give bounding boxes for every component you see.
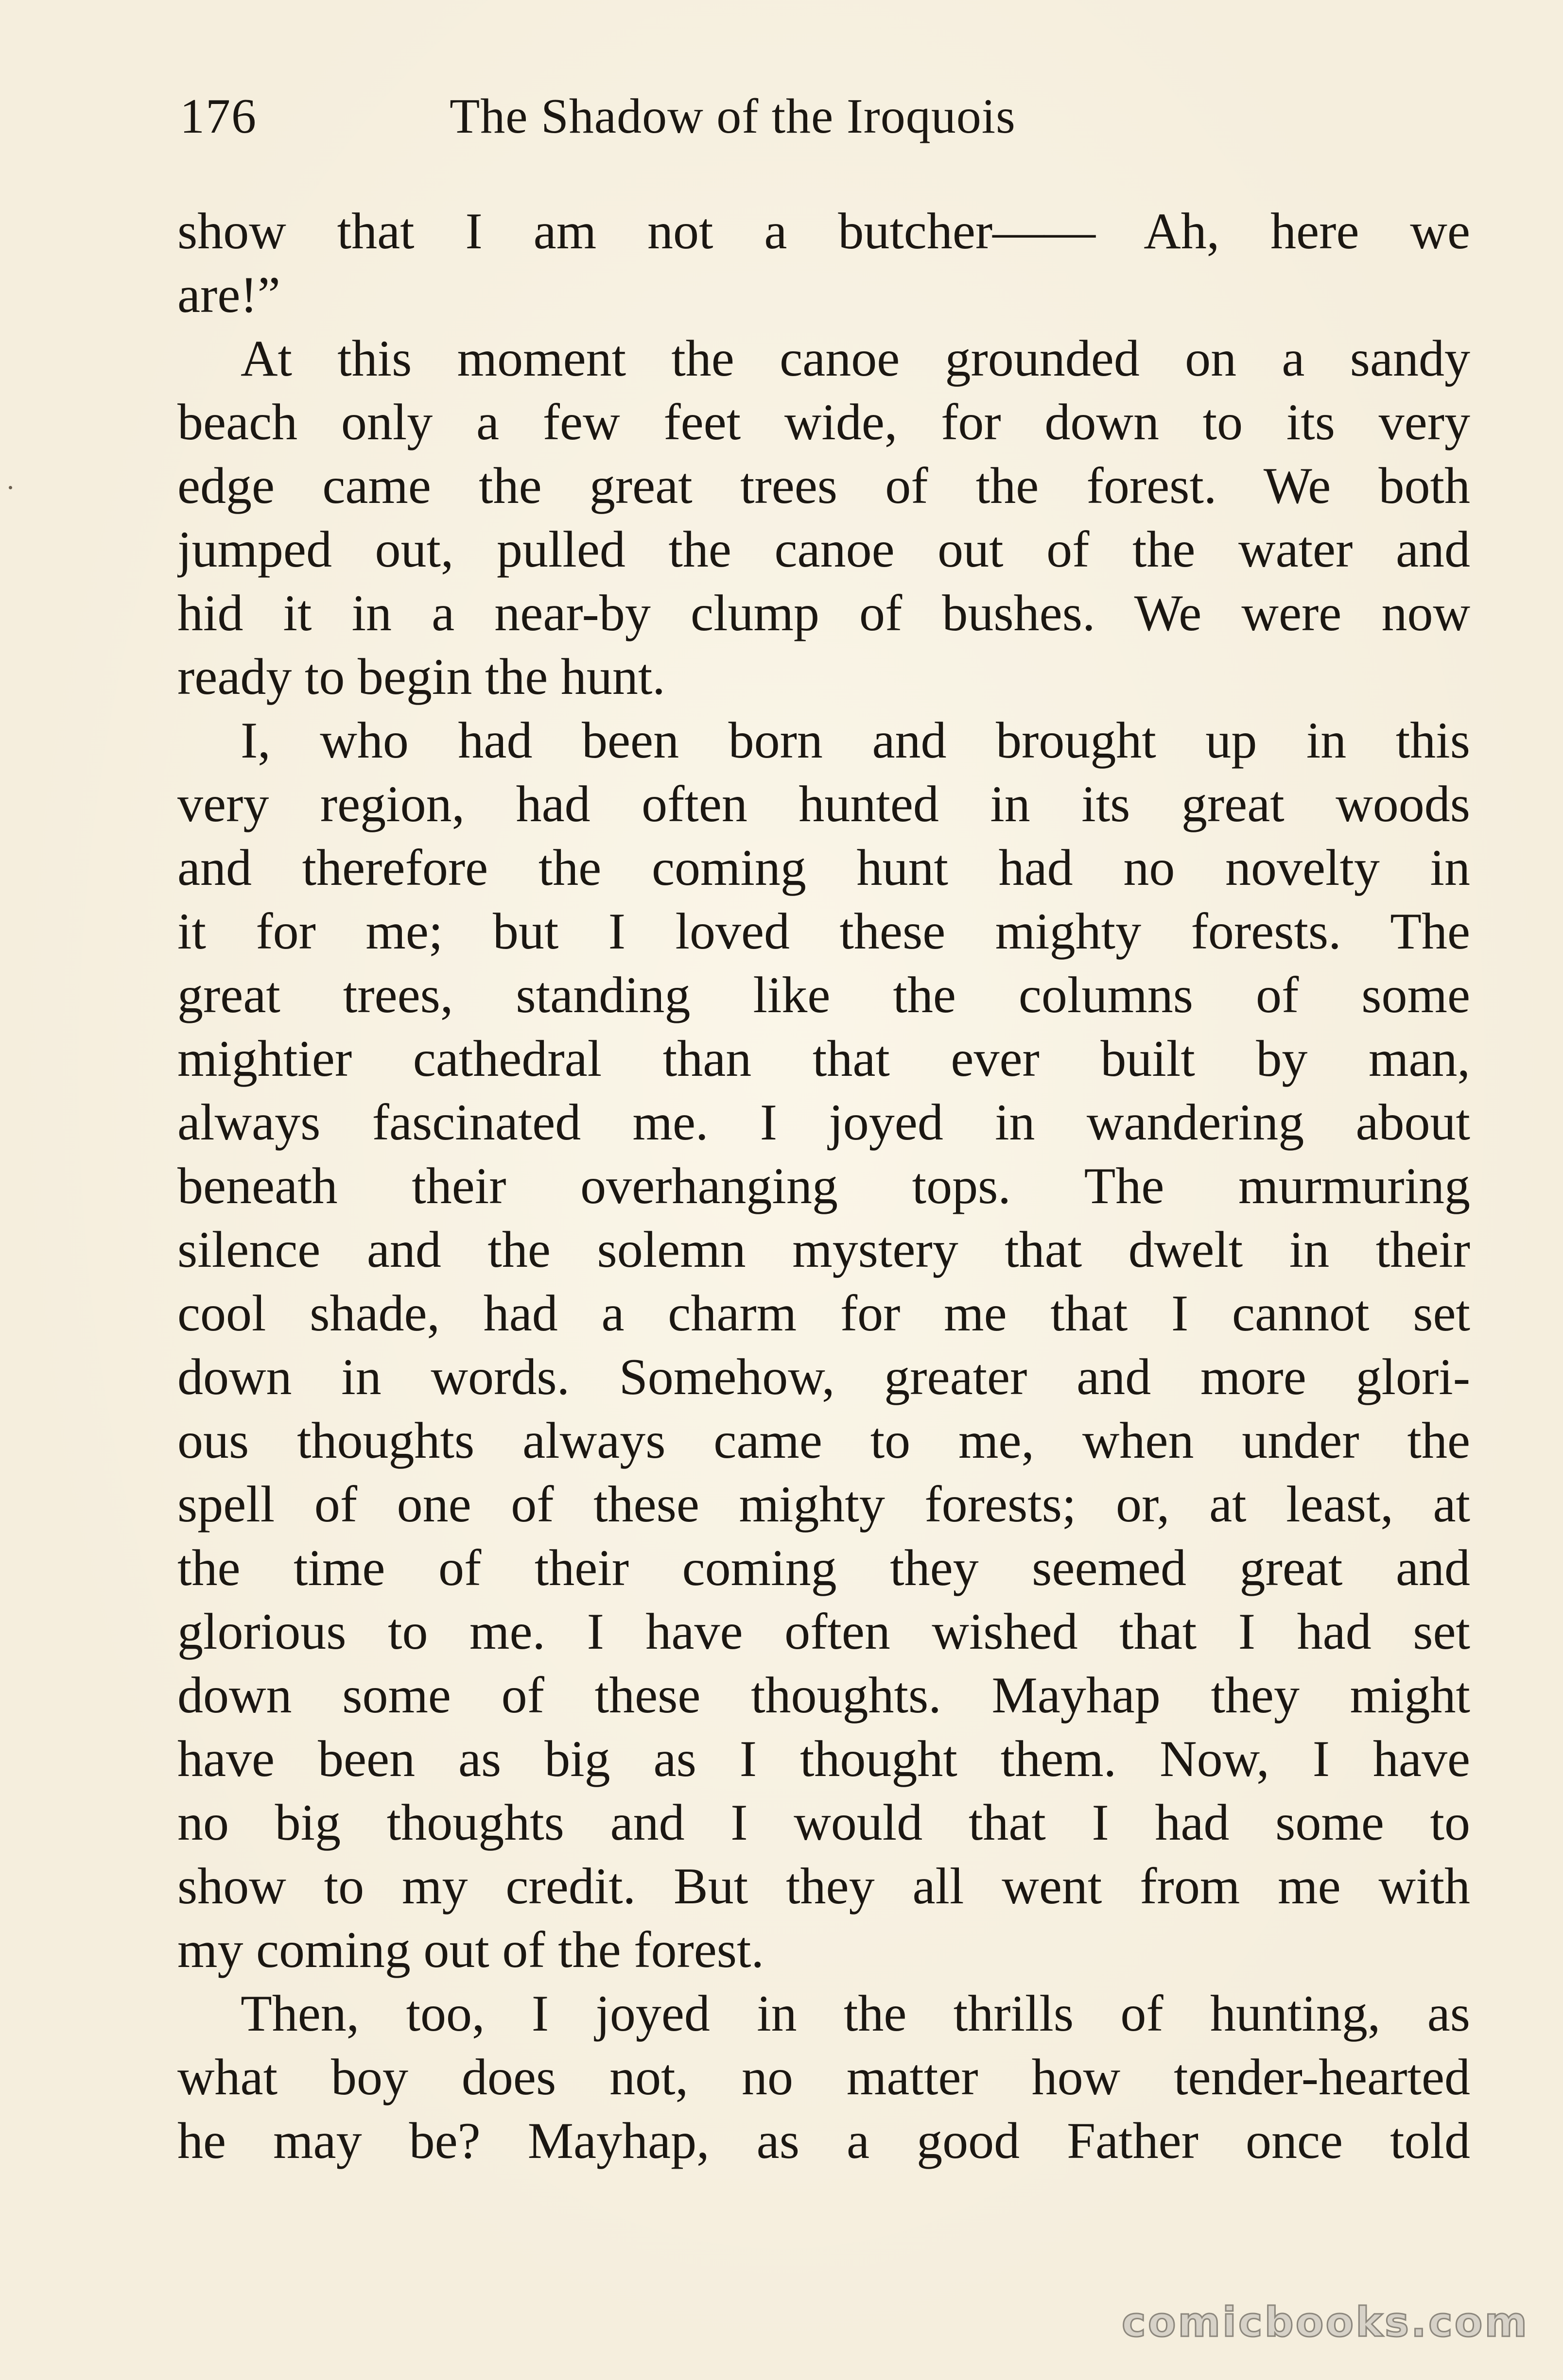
text-line: I, who had been born and brought up in this (241, 712, 1470, 769)
running-title: The Shadow of the Iroquois (450, 89, 1016, 144)
text-line: great trees, standing like the columns of some (177, 966, 1470, 1023)
text-line: have been as big as I thought them. Now, I have (177, 1730, 1470, 1787)
text-line: no big thoughts and I would that I had some to (177, 1794, 1470, 1851)
text-line: ous thoughts always came to me, when under the (177, 1412, 1470, 1469)
text-line: cool shade, had a charm for me that I cannot set (177, 1285, 1470, 1342)
text-line: jumped out, pulled the canoe out of the water and (177, 521, 1470, 578)
text-line: the time of their coming they seemed great and (177, 1539, 1470, 1596)
text-line: glorious to me. I have often wished that I had set (177, 1603, 1470, 1660)
text-line: and therefore the coming hunt had no novelty in (177, 839, 1470, 896)
text-line: silence and the solemn mystery that dwelt in their (177, 1221, 1470, 1278)
text-line: always fascinated me. I joyed in wandering about (177, 1094, 1470, 1151)
text-line: he may be? Mayhap, as a good Father once told (177, 2112, 1470, 2169)
text-line: edge came the great trees of the forest. We both (177, 457, 1470, 514)
text-line: Then, too, I joyed in the thrills of hunting, as (241, 1985, 1470, 2042)
text-line: show that I am not a butcher—— Ah, here we (177, 203, 1470, 259)
text-line: very region, had often hunted in its great woods (177, 776, 1470, 832)
text-line: what boy does not, no matter how tender-hearted (177, 2049, 1470, 2105)
text-line: ready to begin the hunt. (177, 648, 665, 705)
text-line: down in words. Somehow, greater and more glori- (177, 1348, 1470, 1405)
text-line: mightier cathedral than that ever built by man, (177, 1030, 1470, 1087)
text-line: spell of one of these mighty forests; or, at least, at (177, 1476, 1470, 1533)
text-line: my coming out of the forest. (177, 1921, 764, 1978)
text-line: down some of these thoughts. Mayhap they might (177, 1667, 1470, 1724)
text-line: show to my credit. But they all went from me with (177, 1858, 1470, 1914)
text-line: it for me; but I loved these mighty forests. The (177, 903, 1470, 960)
paper-speck (9, 486, 12, 489)
text-line: hid it in a near-by clump of bushes. We were now (177, 585, 1470, 641)
body-text (177, 199, 1470, 2173)
page-header (180, 80, 1473, 153)
text-line: At this moment the canoe grounded on a sandy (241, 330, 1470, 387)
text-line: beach only a few feet wide, for down to its very (177, 394, 1470, 450)
text-line: are!” (177, 266, 280, 323)
watermark-logo: comicbooks.com (1122, 2298, 1529, 2346)
text-line: beneath their overhanging tops. The murmuring (177, 1157, 1470, 1214)
page-number: 176 (180, 89, 257, 144)
